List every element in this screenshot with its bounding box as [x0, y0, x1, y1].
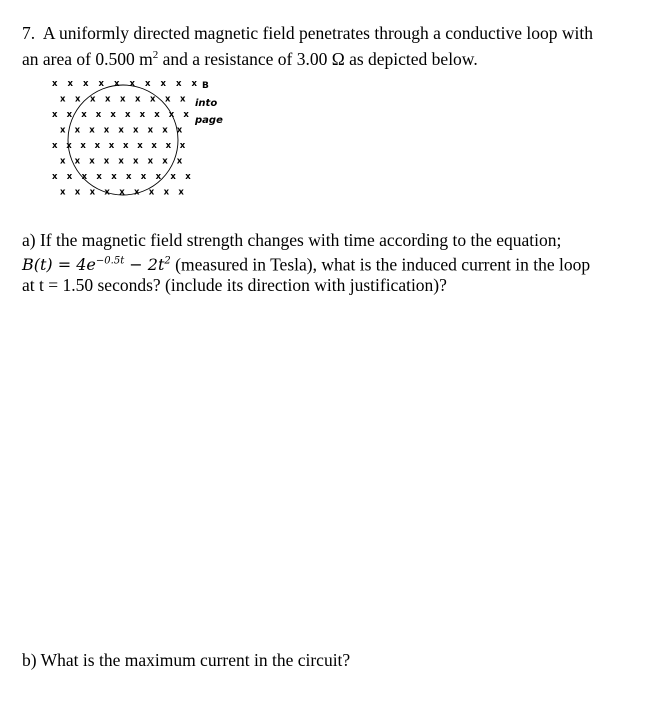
- field-x-mark: x: [52, 172, 58, 182]
- field-x-mark: x: [52, 141, 58, 151]
- part-b-text: b) What is the maximum current in the circuit?: [22, 650, 351, 670]
- field-x-mark: x: [151, 141, 157, 151]
- field-x-mark: x: [176, 79, 182, 89]
- field-x-mark: x: [118, 156, 124, 167]
- field-x-mark: x: [81, 172, 88, 182]
- field-x-mark: x: [120, 94, 126, 105]
- field-x-mark: x: [105, 94, 111, 105]
- field-x-mark: x: [179, 141, 186, 151]
- field-x-mark: x: [75, 94, 81, 105]
- field-x-mark: x: [60, 156, 66, 167]
- field-x-mark: x: [160, 79, 166, 89]
- field-x-mark: x: [129, 79, 135, 89]
- problem-statement: [22, 22, 642, 70]
- field-x-mark: x: [185, 172, 191, 182]
- field-x-mark: x: [191, 79, 197, 89]
- field-x-mark: x: [118, 125, 124, 136]
- field-x-mark: x: [165, 94, 171, 105]
- part-a-line-2: [22, 251, 637, 275]
- field-x-mark: x: [162, 156, 168, 167]
- field-x-mark: x: [66, 110, 73, 120]
- label-into: into: [195, 98, 218, 109]
- field-x-mark: x: [95, 110, 102, 120]
- field-x-mark: x: [74, 156, 81, 167]
- problem-line-2-end: and a resistance of 3.00 Ω as depicted below.: [158, 48, 478, 69]
- field-x-mark: x: [178, 187, 184, 198]
- field-x-mark: x: [123, 141, 129, 151]
- field-x-mark: x: [60, 125, 66, 136]
- field-x-mark: x: [125, 110, 131, 120]
- field-x-mark: x: [66, 172, 73, 182]
- field-x-mark: x: [148, 187, 155, 198]
- field-x-mark: x: [154, 110, 160, 120]
- field-x-mark: x: [83, 79, 89, 89]
- field-x-mark: x: [183, 110, 189, 120]
- field-x-mark: x: [165, 141, 172, 151]
- part-a-line-1: a) If the magnetic field strength changes with time according to the equation;: [22, 230, 562, 250]
- field-x-mark: x: [94, 141, 101, 151]
- field-x-mark: x: [66, 141, 72, 151]
- field-x-mark: x: [110, 110, 116, 120]
- part-a-question: [22, 230, 637, 296]
- equation-term-2: − 2t: [124, 255, 165, 275]
- field-x-mark: x: [74, 187, 81, 198]
- area-unit-exponent: 2: [152, 49, 159, 61]
- field-x-mark: x: [135, 94, 141, 105]
- field-x-mark: x: [155, 172, 162, 182]
- field-x-mark: x: [162, 125, 168, 136]
- problem-number: 7.: [22, 23, 36, 43]
- field-x-mark: x: [103, 125, 110, 136]
- field-x-mark: x: [150, 94, 156, 105]
- equation-exponent-2: 2: [164, 256, 171, 267]
- field-x-mark: x: [67, 79, 73, 89]
- problem-line-2-start: an area of 0.500 m: [22, 48, 153, 69]
- field-x-mark: x: [147, 125, 154, 136]
- equation: [22, 255, 171, 274]
- field-x-mark: x: [126, 172, 132, 182]
- field-x-mark: x: [170, 172, 176, 182]
- field-x-mark: x: [111, 172, 117, 182]
- field-x-mark: x: [52, 110, 58, 120]
- field-x-marks: [52, 79, 198, 198]
- field-x-mark: x: [119, 187, 125, 198]
- label-page: page: [195, 115, 223, 126]
- field-x-mark: x: [134, 187, 140, 198]
- magnetic-field-figure: [50, 78, 230, 203]
- field-x-mark: x: [52, 79, 58, 89]
- field-x-mark: x: [139, 110, 146, 120]
- field-x-mark: x: [147, 156, 154, 167]
- field-x-mark: x: [168, 110, 175, 120]
- field-x-mark: x: [108, 141, 115, 151]
- part-b-question: [22, 650, 637, 671]
- field-x-mark: x: [81, 110, 87, 120]
- field-x-mark: x: [90, 94, 96, 105]
- field-label-b: B: [202, 81, 209, 91]
- field-x-mark: x: [89, 125, 95, 136]
- field-x-mark: x: [80, 141, 86, 151]
- field-x-mark: x: [60, 187, 66, 198]
- field-x-mark: x: [104, 187, 110, 198]
- field-x-mark: x: [103, 156, 110, 167]
- field-x-mark: x: [114, 79, 120, 89]
- field-x-mark: x: [163, 187, 170, 198]
- field-x-mark: x: [133, 125, 139, 136]
- field-x-mark: x: [133, 156, 139, 167]
- problem-line-2: [22, 44, 642, 70]
- equation-lhs: B(t) = 4e: [22, 255, 96, 275]
- field-x-mark: x: [89, 156, 95, 167]
- part-a-line-2-text: (measured in Tesla), what is the induced current in the loop: [170, 254, 591, 275]
- field-x-mark: x: [137, 141, 143, 151]
- field-x-mark: x: [74, 125, 81, 136]
- field-x-mark: x: [89, 187, 96, 198]
- field-x-mark: x: [140, 172, 147, 182]
- field-x-mark: x: [60, 94, 66, 105]
- field-x-mark: x: [180, 94, 186, 105]
- field-x-mark: x: [145, 79, 151, 89]
- field-x-mark: x: [96, 172, 102, 182]
- field-x-mark: x: [98, 79, 104, 89]
- field-x-mark: x: [176, 125, 183, 136]
- problem-line-1: [22, 22, 642, 44]
- equation-exponent: −0.5t: [95, 256, 125, 267]
- part-a-line-3: at t = 1.50 seconds? (include its direction with justification)?: [22, 275, 447, 296]
- field-diagram-svg: [50, 78, 230, 203]
- problem-line-1-text: A uniformly directed magnetic field penetrates through a conductive loop with: [42, 23, 594, 43]
- field-x-mark: x: [176, 156, 183, 167]
